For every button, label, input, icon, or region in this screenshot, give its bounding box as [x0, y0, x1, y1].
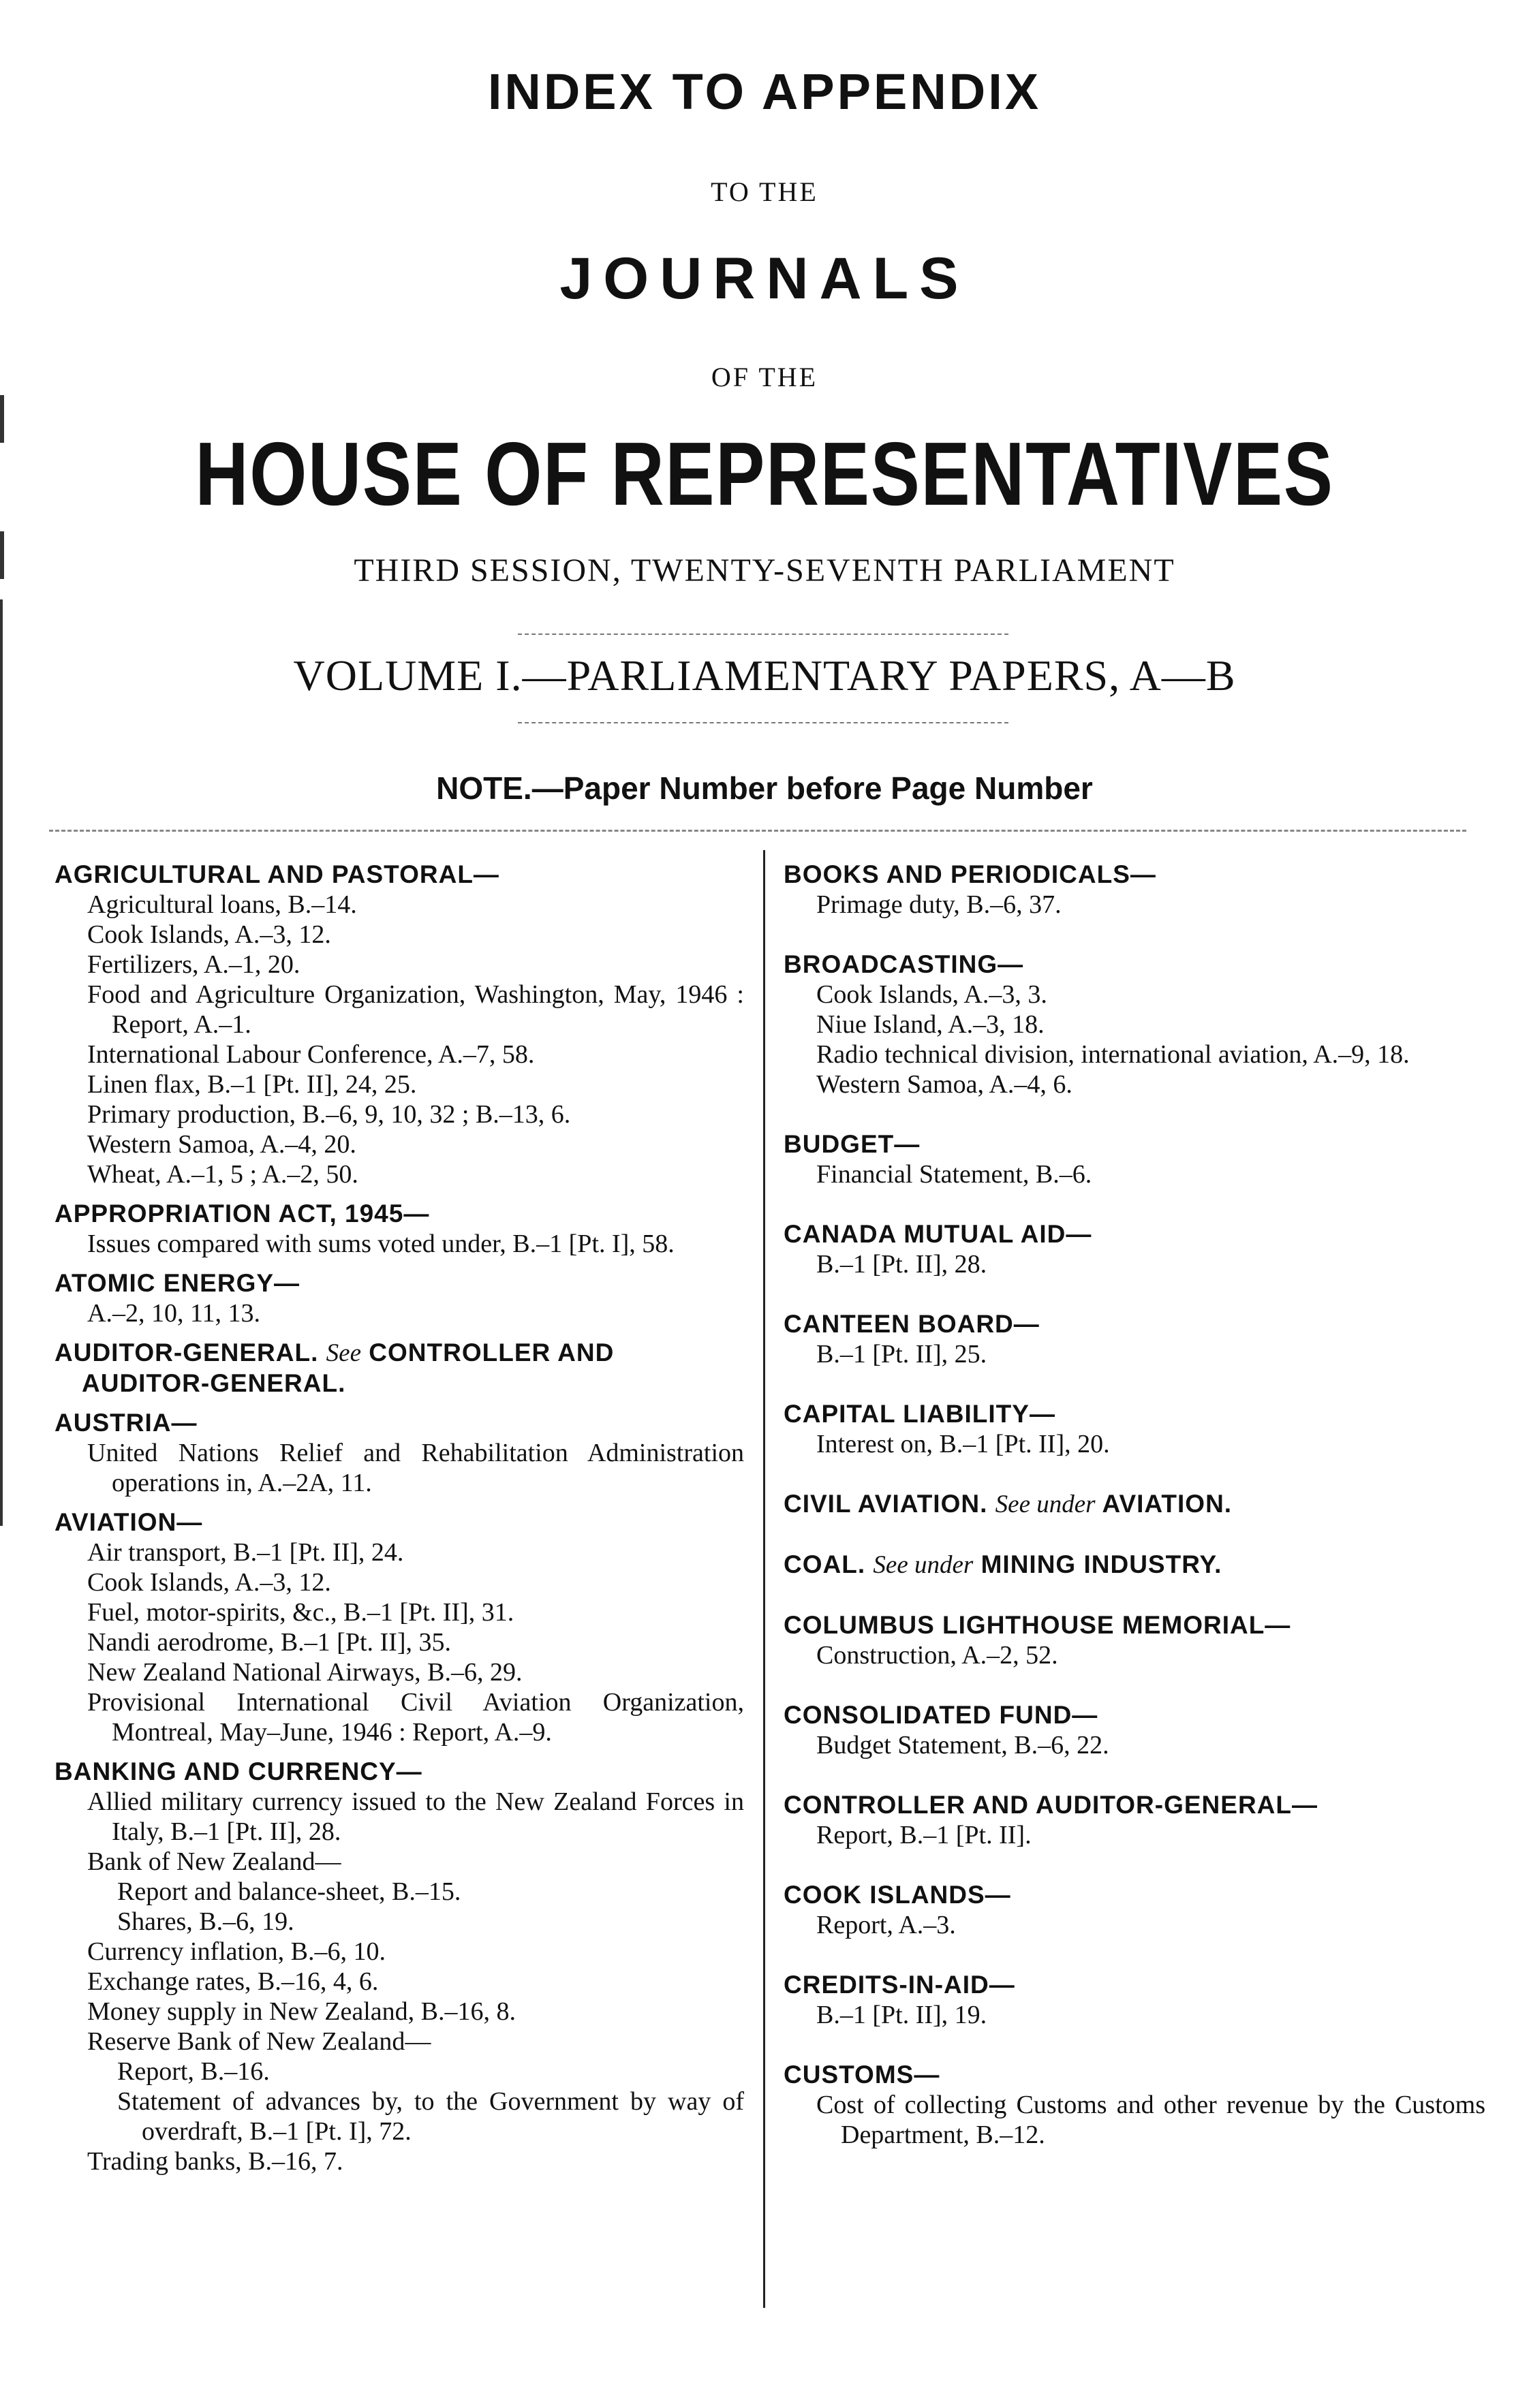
index-heading-cross-reference	[784, 1550, 1485, 1580]
index-subentry: Financial Statement, B.–6.	[816, 1160, 1092, 1189]
index-subentry: Reserve Bank of New Zealand—	[87, 2027, 431, 2056]
index-subentry: Fuel, motor-spirits, &c., B.–1 [Pt. II], 31.	[87, 1598, 514, 1627]
index-subentry: Cook Islands, A.–3, 12.	[87, 920, 331, 949]
divider-rule	[518, 634, 1008, 635]
index-subentry: Agricultural loans, B.–14.	[87, 890, 357, 919]
subtitle-of-the: OF THE	[711, 362, 818, 392]
index-subentry: Nandi aerodrome, B.–1 [Pt. II], 35.	[87, 1628, 451, 1657]
entry-gap	[784, 1940, 1485, 1970]
index-subentry: Issues compared with sums voted under, B.–1 [Pt. I], 58.	[87, 1230, 675, 1258]
index-subentry: A.–2, 10, 11, 13.	[87, 1299, 261, 1328]
entry-gap	[55, 1747, 744, 1757]
entry-gap	[784, 1760, 1485, 1790]
entry-gap	[55, 1498, 744, 1507]
index-heading: ATOMIC ENERGY—	[55, 1269, 300, 1297]
reference-target: CONTROLLER AND AUDITOR-GENERAL.	[82, 1339, 615, 1397]
see-reference: See under	[873, 1551, 974, 1579]
index-heading: COOK ISLANDS—	[784, 1881, 1011, 1909]
index-heading-cross-reference	[784, 1489, 1485, 1520]
entry-gap	[55, 1398, 744, 1408]
index-subentry: Radio technical division, international aviation, A.–9, 18.	[816, 1040, 1410, 1069]
index-column-left	[55, 860, 744, 2176]
index-subentry: Exchange rates, B.–16, 4, 6.	[87, 1967, 379, 1996]
index-subentry: Interest on, B.–1 [Pt. II], 20.	[816, 1430, 1110, 1458]
divider-rule	[518, 722, 1008, 723]
index-subentry: United Nations Relief and Rehabilitation Administration operations in, A.–2A, 11.	[87, 1439, 744, 1497]
volume-heading: VOLUME I.—PARLIAMENTARY PAPERS, A—B	[293, 651, 1236, 700]
index-subentry: Primary production, B.–6, 9, 10, 32 ; B.–13, 6.	[87, 1100, 571, 1129]
index-subentry: Fertilizers, A.–1, 20.	[87, 950, 300, 979]
heading-term: COAL.	[784, 1550, 866, 1578]
index-heading: APPROPRIATION ACT, 1945—	[55, 1200, 430, 1228]
note-line: NOTE.—Paper Number before Page Number	[436, 770, 1093, 806]
index-subentry: Currency inflation, B.–6, 10.	[87, 1937, 386, 1966]
index-subentry: Primage duty, B.–6, 37.	[816, 890, 1062, 919]
index-subentry: Cost of collecting Customs and other revenue by the Customs Department, B.–12.	[816, 2091, 1485, 2149]
index-subentry: Bank of New Zealand—	[87, 1847, 341, 1876]
index-heading: CONSOLIDATED FUND—	[784, 1701, 1098, 1729]
index-heading: AGRICULTURAL AND PASTORAL—	[55, 860, 499, 888]
index-subentry: Allied military currency issued to the New Zealand Forces in Italy, B.–1 [Pt. II], 28.	[87, 1787, 744, 1846]
entry-gap	[55, 1189, 744, 1199]
index-subentry: B.–1 [Pt. II], 25.	[816, 1340, 987, 1369]
entry-gap	[55, 1328, 744, 1338]
index-heading: CONTROLLER AND AUDITOR-GENERAL—	[784, 1791, 1318, 1819]
index-column-right	[784, 860, 1485, 2150]
index-subentry: Western Samoa, A.–4, 6.	[816, 1070, 1072, 1099]
index-subsubentry: Report, B.–16.	[117, 2057, 270, 2086]
entry-gap	[784, 1670, 1485, 1700]
entry-gap	[784, 1189, 1485, 1219]
index-heading: BROADCASTING—	[784, 950, 1024, 978]
margin-mark	[0, 531, 4, 579]
index-subentry: Linen flax, B.–1 [Pt. II], 24, 25.	[87, 1070, 417, 1099]
index-subentry: Cook Islands, A.–3, 12.	[87, 1568, 331, 1597]
index-subentry: Trading banks, B.–16, 7.	[87, 2147, 343, 2176]
index-heading: COLUMBUS LIGHTHOUSE MEMORIAL—	[784, 1611, 1291, 1639]
index-subentry: Construction, A.–2, 52.	[816, 1641, 1058, 1670]
entry-gap	[55, 1259, 744, 1268]
index-heading: CREDITS-IN-AID—	[784, 1971, 1015, 1999]
margin-mark	[0, 599, 3, 1526]
index-subentry: Food and Agriculture Organization, Washington, May, 1946 : Report, A.–1.	[87, 980, 744, 1039]
entry-gap	[784, 1520, 1485, 1550]
index-subentry: Air transport, B.–1 [Pt. II], 24.	[87, 1538, 404, 1567]
index-heading: CANADA MUTUAL AID—	[784, 1220, 1092, 1248]
index-heading: BUDGET—	[784, 1130, 921, 1158]
index-subentry: International Labour Conference, A.–7, 58.	[87, 1040, 535, 1069]
index-subentry: Wheat, A.–1, 5 ; A.–2, 50.	[87, 1160, 358, 1189]
index-heading: CUSTOMS—	[784, 2061, 940, 2089]
divider-rule	[49, 830, 1466, 832]
title-house-of-representatives: HOUSE OF REPRESENTATIVES	[195, 424, 1334, 524]
entry-gap	[784, 1369, 1485, 1399]
heading-term: CIVIL AVIATION.	[784, 1490, 988, 1518]
index-heading: BANKING AND CURRENCY—	[55, 1757, 422, 1785]
reference-target: MINING INDUSTRY.	[980, 1550, 1222, 1578]
index-subentry: Budget Statement, B.–6, 22.	[816, 1731, 1109, 1760]
index-heading: CANTEEN BOARD—	[784, 1310, 1040, 1338]
index-heading: AVIATION—	[55, 1508, 203, 1536]
index-subentry: Report, A.–3.	[816, 1911, 956, 1939]
index-heading: CAPITAL LIABILITY—	[784, 1400, 1055, 1428]
column-divider	[763, 850, 765, 2308]
index-subentry: B.–1 [Pt. II], 19.	[816, 2001, 987, 2029]
index-subentry: Western Samoa, A.–4, 20.	[87, 1130, 356, 1159]
reference-target: AVIATION.	[1102, 1490, 1233, 1518]
title-index-to-appendix: INDEX TO APPENDIX	[487, 63, 1042, 120]
index-heading-cross-reference	[55, 1338, 744, 1398]
see-reference: See under	[995, 1490, 1096, 1518]
entry-gap	[784, 1099, 1485, 1129]
title-journals: JOURNALS	[559, 246, 970, 311]
session-line: THIRD SESSION, TWENTY-SEVENTH PARLIAMENT	[354, 552, 1175, 589]
entry-gap	[784, 1459, 1485, 1489]
entry-gap	[784, 920, 1485, 950]
index-subsubentry: Shares, B.–6, 19.	[117, 1907, 294, 1936]
subtitle-to-the: TO THE	[711, 176, 818, 207]
entry-gap	[784, 2030, 1485, 2060]
index-heading: AUSTRIA—	[55, 1409, 198, 1437]
index-subentry: Money supply in New Zealand, B.–16, 8.	[87, 1997, 516, 2026]
index-subentry: Provisional International Civil Aviation Organization, Montreal, May–June, 1946 : Report, A.–9.	[87, 1688, 744, 1747]
index-subentry: Cook Islands, A.–3, 3.	[816, 980, 1047, 1009]
margin-mark	[0, 395, 4, 443]
entry-gap	[784, 1279, 1485, 1309]
index-subentry: B.–1 [Pt. II], 28.	[816, 1250, 987, 1279]
index-subentry: New Zealand National Airways, B.–6, 29.	[87, 1658, 523, 1687]
index-heading: BOOKS AND PERIODICALS—	[784, 860, 1156, 888]
entry-gap	[784, 1580, 1485, 1610]
entry-gap	[784, 1850, 1485, 1880]
index-subsubentry: Report and balance-sheet, B.–15.	[117, 1877, 461, 1906]
index-subentry: Report, B.–1 [Pt. II].	[816, 1821, 1032, 1849]
heading-term: AUDITOR-GENERAL.	[55, 1339, 319, 1366]
index-subentry: Niue Island, A.–3, 18.	[816, 1010, 1045, 1039]
see-reference: See	[326, 1339, 362, 1367]
index-subsubentry: Statement of advances by, to the Government by way of overdraft, B.–1 [Pt. I], 72.	[117, 2087, 744, 2146]
